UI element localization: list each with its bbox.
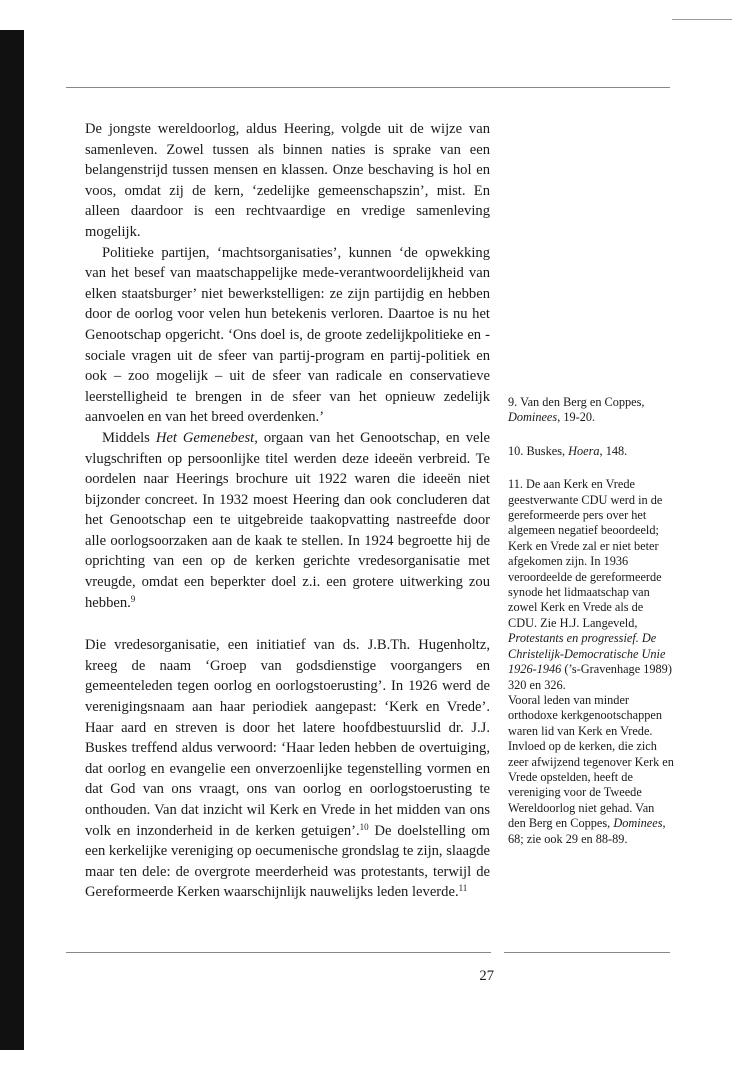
note-11-continued-pages: , 68; zie ook 29 en 88-89. (508, 816, 666, 846)
corner-mark (672, 19, 732, 20)
note-10 (508, 444, 674, 459)
note-9-title: Dominees (508, 410, 558, 425)
note-9-text: 9. Van den Berg en Coppes, (508, 395, 645, 409)
note-11-text: 11. De aan Kerk en Vrede geestverwante CDU werd in de gereformeerde pers over het algemeen negatief beoordeeld; Kerk en Vrede zal er niet beter afgekomen zijn. In 1936 veroordeelde de gereformeerde synode het lidmaatschap van zowel Kerk en Vrede als de CDU. Zie H.J. Langeveld, (508, 477, 663, 630)
footnote-ref-9[interactable]: 9 (130, 593, 136, 604)
periodical-title: Het Gemenebest (155, 429, 255, 446)
paragraph-3 (85, 428, 490, 613)
margin-notes (508, 395, 674, 847)
notes-bottom-rule (504, 952, 670, 953)
note-10-pages: , 148. (599, 443, 628, 458)
note-9-pages: , 19-20. (557, 410, 596, 425)
top-rule (66, 87, 670, 88)
note-9 (508, 395, 674, 426)
note-11-continued-text: Vooral leden van minder orthodoxe kerkgenootschappen waren lid van Kerk en Vrede. Invloed op de kerken, die zich zeer afwijzend tegenover Kerk en Vrede opstelden, heeft de vereniging voor de Tweede Wereldoorlog niet gehad. Van den Berg en Coppes, (508, 692, 674, 831)
paragraph-1 (85, 119, 490, 243)
scan-edge-bar (0, 30, 24, 1050)
note-11 (508, 477, 674, 693)
note-11-continued (508, 693, 674, 847)
note-11-book-title: Protestants en progressief. De Christelijk-Democratische Unie 1926-1946 (508, 631, 666, 677)
main-text (85, 119, 490, 903)
paragraph-4 (85, 635, 490, 903)
paragraph-2-text: Politieke partijen, ‘machtsorganisaties’, kunnen ‘de opwekking van het besef van maatschappelijke mede-verantwoordelijkheid van elken staatsburger’ niet bewerkstelligen: ze zijn partijdig en hebben door de oorlog voor velen hun betekenis verloren. Daartoe is nu het Genootschap opgericht. ‘Ons doel is, de groote zedelijkpolitieke en -sociale vragen uit de sfeer van partij-program en partij-politiek en ook – zoo mogelijk – uit de sfeer van radicale en conservatieve leerstelligheid te brengen in de sfeer van het opnieuw zedelijk aanvoelen en van het breed overdenken.’ (85, 244, 490, 426)
paragraph-3-text-end: , orgaan van het Genootschap, en vele vlugschriften op persoonlijke titel werden deze ideeën verbreid. Te oordelen naar Heerings brochure uit 1922 waren die ideeën niet bijzonder concreet. In 1932 moest Heering dan ook concluderen dat het Genootschap een te uitgebreide taakopvatting nastreefde door alle oorlogsoorzaken aan de kaak te stellen. In 1924 begroette hij de oprichting van een op de kerken gerichte vredesorganisatie met vreugde, omdat een beperkter doel z.i. een grotere uitwerking zou hebben. (85, 429, 490, 611)
note-10-title: Hoera (568, 443, 600, 458)
footnote-ref-11[interactable]: 11 (458, 883, 468, 894)
page-number: 27 (479, 968, 494, 984)
note-11-continued-title: Dominees (613, 816, 663, 831)
footnote-ref-10[interactable]: 10 (359, 821, 369, 832)
paragraph-4-text-end: De doelstelling om een kerkelijke vereniging op oecumenische grondslag te zijn, slaagde maar ten dele: de overgrote meerderheid was protestants, terwijl de Gereformeerde Kerken waarschijnlijk nauwelijks leden leverde. (85, 822, 490, 901)
note-10-text: 10. Buskes, (508, 443, 569, 458)
paragraph-1-text: De jongste wereldoorlog, aldus Heering, volgde uit de wijze van samenleven. Zowel tussen als binnen naties is sprake van een belangenstrijd tussen mensen en klassen. Onze beschaving is hol en voos, omdat zij de kern, ‘zedelijke gemeenschapszin’, mist. En alleen daardoor is een rechtvaardige en vredige samenleving mogelijk. (85, 121, 490, 240)
note-11-publication: (’s-Gravenhage 1989) 320 en 326. (508, 662, 672, 692)
bottom-rule (66, 952, 491, 953)
paragraph-4-text: Die vredesorganisatie, een initiatief van ds. J.B.Th. Hugenholtz, kreeg de naam ‘Groep van godsdienstige voorgangers en gemeenteleden tegen oorlog en oorlogstoerusting’. In 1926 werd de verenigingsnaam aan haar periodiek aangepast: ‘Kerk en Vrede’. Haar aard en streven is door het latere hoofdbestuurslid dr. J.J. Buskes treffend aldus verwoord: ‘Haar leden hebben de overtuiging, dat oorlog en evangelie een onverzoenlijke tegenstelling vormen en dat God van ons vraagt, ons van oorlog en oorlogstoerusting te onthouden. Van dat inzicht wil Kerk en Vrede in het midden van ons volk en inzonderheid in de kerken getuigen’. (85, 637, 490, 839)
paragraph-2 (85, 243, 490, 428)
paragraph-3-text-start: Middels (102, 429, 156, 446)
